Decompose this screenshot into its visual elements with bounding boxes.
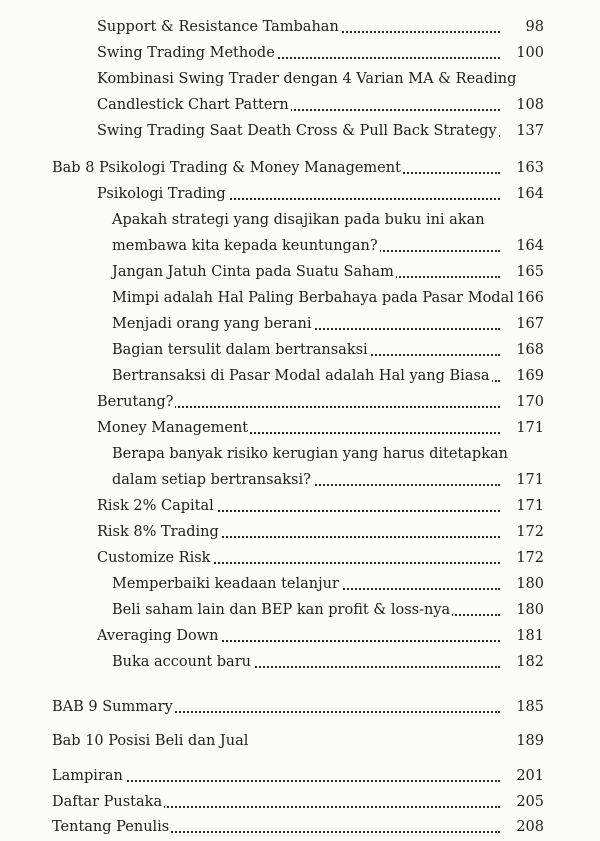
toc-page-number: 168 xyxy=(516,342,544,358)
toc-entry-title: Psikologi Trading xyxy=(97,186,226,202)
toc-subentry xyxy=(112,367,500,385)
toc-page-number: 180 xyxy=(516,576,544,592)
toc-entry xyxy=(97,523,500,541)
toc-entry-title: Customize Risk xyxy=(97,550,211,566)
toc-chapter-entry xyxy=(52,793,500,811)
toc-page-number: 171 xyxy=(516,420,544,436)
toc-entry-title: Memperbaiki keadaan telanjur xyxy=(112,576,339,592)
toc-entry-title: Swing Trading Methode xyxy=(97,45,275,61)
toc-entry xyxy=(97,122,500,140)
toc-entry-title: Support & Resistance Tambahan xyxy=(97,19,339,35)
toc-entry xyxy=(97,393,500,411)
toc-subentry xyxy=(112,471,500,489)
toc-entry xyxy=(97,497,500,515)
toc-entry-title: Averaging Down xyxy=(97,628,219,644)
toc-entry-title: Apakah strategi yang disajikan pada buku ini akan xyxy=(112,212,485,228)
toc-page-number: 137 xyxy=(516,123,544,139)
toc-entry-title: Bab 10 Posisi Beli dan Jual xyxy=(52,733,249,749)
toc-page-number: 172 xyxy=(516,524,544,540)
toc-entry-title: Money Management xyxy=(97,420,249,436)
toc-page-number: 98 xyxy=(525,19,544,35)
toc-chapter-entry xyxy=(52,159,500,177)
toc-page-number: 182 xyxy=(516,654,544,670)
toc-page-number: 164 xyxy=(516,238,544,254)
toc-page-number: 163 xyxy=(516,160,544,176)
toc-page-number: 108 xyxy=(516,97,544,113)
toc-page-number: 189 xyxy=(516,733,544,749)
toc-page-number: 205 xyxy=(516,794,544,810)
toc-entry xyxy=(97,70,517,88)
toc-entry-title: Berapa banyak risiko kerugian yang harus ditetapkan xyxy=(112,446,508,462)
toc-subentry xyxy=(112,601,500,619)
toc-entry-title: membawa kita kepada keuntungan? xyxy=(112,238,378,254)
toc-subentry xyxy=(112,263,500,281)
toc-chapter-entry xyxy=(52,698,500,716)
toc-page-number: 185 xyxy=(516,699,544,715)
toc-page-number: 180 xyxy=(516,602,544,618)
toc-entry xyxy=(97,44,500,62)
toc-subentry xyxy=(112,341,500,359)
toc-entry xyxy=(97,185,500,203)
toc-page-number: 172 xyxy=(516,550,544,566)
toc-subentry xyxy=(112,445,508,463)
toc-entry xyxy=(97,419,500,437)
toc-entry xyxy=(97,549,500,567)
toc-entry xyxy=(97,627,500,645)
toc-page-number: 165 xyxy=(516,264,544,280)
toc-entry-title: Bagian tersulit dalam bertransaksi xyxy=(112,342,368,358)
toc-subentry xyxy=(112,237,500,255)
toc-subentry xyxy=(112,211,500,229)
toc-entry-title: dalam setiap bertransaksi? xyxy=(112,472,311,488)
toc-page-number: 164 xyxy=(516,186,544,202)
toc-page-number: 169 xyxy=(516,368,544,384)
toc-entry-title: Berutang? xyxy=(97,394,174,410)
toc-page-number: 171 xyxy=(516,498,544,514)
toc-chapter-entry xyxy=(52,818,500,836)
toc-page-number: 166 xyxy=(516,290,544,306)
toc-entry-title: Daftar Pustaka xyxy=(52,794,163,810)
toc-chapter-entry xyxy=(52,732,500,750)
toc-entry-title: Mimpi adalah Hal Paling Berbahaya pada Pasar Modal xyxy=(112,290,514,306)
toc-entry-title: Buka account baru xyxy=(112,654,251,670)
toc-page-number: 167 xyxy=(516,316,544,332)
toc-chapter-entry xyxy=(52,767,500,785)
toc-subentry xyxy=(112,575,500,593)
toc-page-number: 171 xyxy=(516,472,544,488)
toc-entry-title: Tentang Penulis xyxy=(52,819,170,835)
toc-entry xyxy=(97,18,500,36)
toc-page-number: 208 xyxy=(516,819,544,835)
toc-entry-title: Jangan Jatuh Cinta pada Suatu Saham xyxy=(112,264,394,280)
toc-entry-title: Swing Trading Saat Death Cross & Pull Back Strategy xyxy=(97,123,497,139)
toc-entry xyxy=(97,96,500,114)
toc-entry-title: BAB 9 Summary xyxy=(52,699,173,715)
toc-entry-title: Lampiran xyxy=(52,768,123,784)
toc-entry-title: Risk 8% Trading xyxy=(97,524,219,540)
toc-entry-title: Bab 8 Psikologi Trading & Money Management xyxy=(52,160,401,176)
toc-subentry xyxy=(112,653,500,671)
toc-page-number: 170 xyxy=(516,394,544,410)
toc-entry-title: Beli saham lain dan BEP kan profit & loss-nya xyxy=(112,602,451,618)
toc-entry-title: Menjadi orang yang berani xyxy=(112,316,312,332)
toc-page-number: 181 xyxy=(516,628,544,644)
toc-page-number: 201 xyxy=(516,768,544,784)
toc-entry-title: Candlestick Chart Pattern xyxy=(97,97,289,113)
toc-page-number: 100 xyxy=(516,45,544,61)
toc-entry-title: Bertransaksi di Pasar Modal adalah Hal yang Biasa xyxy=(112,368,490,384)
toc-subentry xyxy=(112,289,514,307)
toc-entry-title: Kombinasi Swing Trader dengan 4 Varian MA & Reading xyxy=(97,71,517,87)
toc-entry-title: Risk 2% Capital xyxy=(97,498,214,514)
toc-subentry xyxy=(112,315,500,333)
